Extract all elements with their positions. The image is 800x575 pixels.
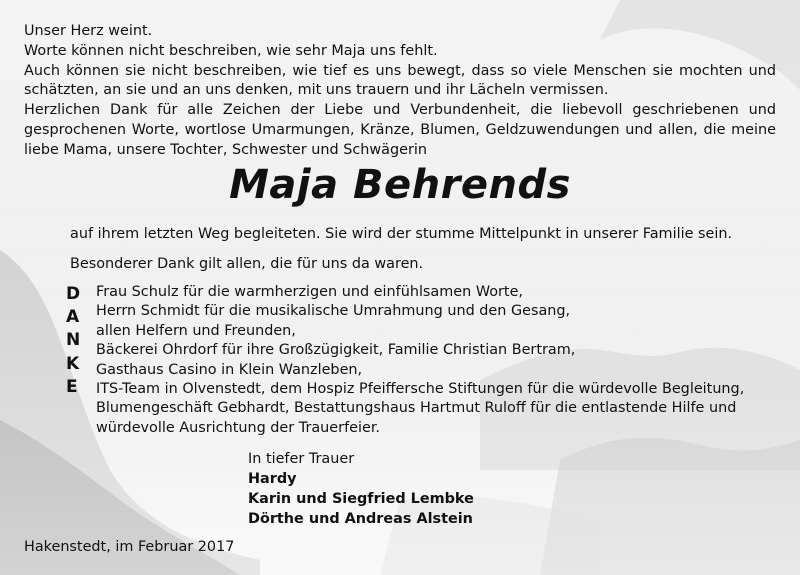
thanks-line: ITS-Team in Olvenstedt, dem Hospiz Pfeiffersche Stiftungen für die würdevolle Begleitung, (96, 381, 745, 398)
danke-letter: K (66, 353, 80, 374)
intro-paragraph-1: Auch können sie nicht beschreiben, wie tief es uns bewegt, dass so viele Menschen sie mochten und schätzten, an sie und an uns denken, mit uns trauern und ihr Lächeln vermissen. (24, 62, 776, 99)
intro-line-1: Unser Herz weint. (24, 23, 153, 39)
intro-line-2: Worte können nicht beschreiben, wie sehr Maja uns fehlt. (24, 42, 438, 59)
thanks-line: würdevolle Ausrichtung der Trauerfeier. (96, 419, 381, 436)
intro-paragraph-2: Herzlichen Dank für alle Zeichen der Liebe und Verbundenheit, die liebevoll geschriebenen und gesprochenen Worte, wortlose Umarmungen, Kränze, Blumen, Geldzuwendungen und allen, die meine liebe Mama, unsere Tochter, Schwester und Schwägerin (24, 102, 776, 158)
thanks-line: allen Helfern und Freunden, (96, 322, 296, 339)
special-thanks-text: Besonderer Dank gilt allen, die für uns da waren. (70, 256, 424, 272)
after-name-text: auf ihrem letzten Weg begleiteten. Sie wird der stumme Mittelpunkt in unserer Familie sein. (70, 226, 733, 242)
intro-text (24, 22, 776, 161)
signature-block (248, 449, 474, 529)
signature-intro: In tiefer Trauer (248, 451, 355, 467)
danke-letter: N (66, 330, 81, 351)
signature-name: Dörthe und Andreas Alstein (248, 511, 473, 527)
thanks-line: Herrn Schmidt für die musikalische Umrahmung und den Gesang, (96, 303, 571, 320)
signature-name: Hardy (248, 471, 297, 487)
danke-letter: E (66, 376, 78, 397)
danke-letter: D (66, 284, 81, 304)
danke-letter: A (66, 307, 80, 328)
danke-vertical-word (66, 283, 80, 399)
deceased-name: Maja Behrends (229, 162, 571, 208)
thanks-line: Bäckerei Ohrdorf für ihre Großzügigkeit, Familie Christian Bertram, (96, 342, 576, 359)
signature-name: Karin und Siegfried Lembke (248, 491, 474, 507)
thanks-list (96, 283, 776, 438)
thanks-line: Frau Schulz für die warmherzigen und einfühlsamen Worte, (96, 284, 523, 300)
thanks-line: Gasthaus Casino in Klein Wanzleben, (96, 361, 363, 378)
place-and-date: Hakenstedt, im Februar 2017 (24, 539, 235, 555)
thanks-line: Blumengeschäft Gebhardt, Bestattungshaus Hartmut Ruloff für die entlastende Hilfe und (96, 400, 737, 417)
